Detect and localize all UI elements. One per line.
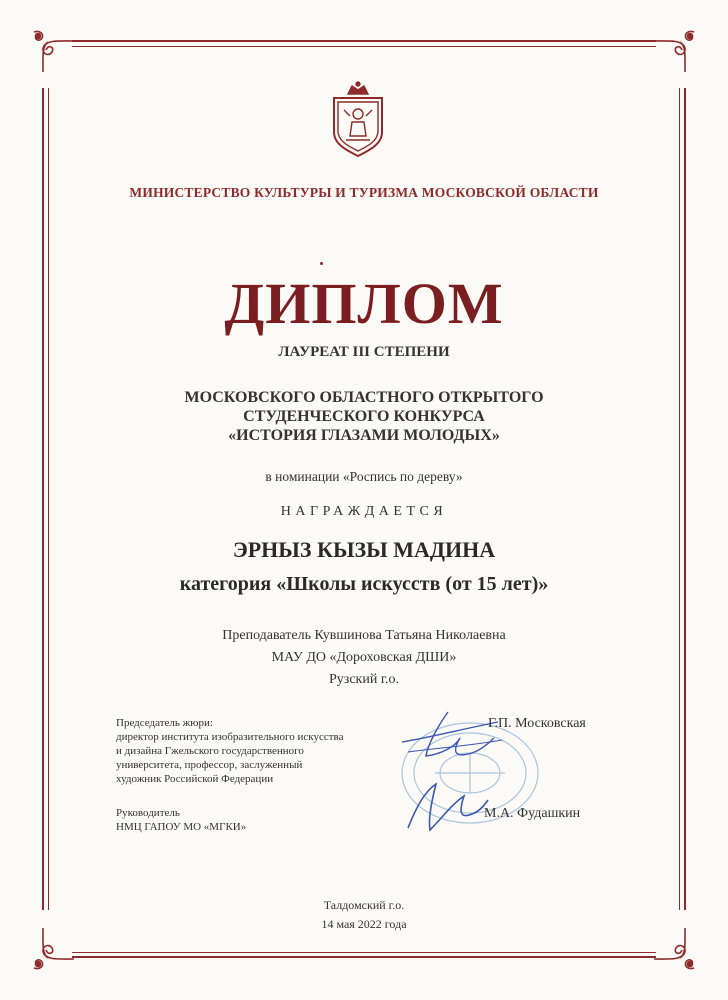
jury-chair-role-line: университета, профессор, заслуженный	[116, 759, 303, 771]
decorative-dot	[320, 262, 323, 265]
frame-right-line	[684, 88, 686, 910]
jury-chair-name: Г.П. Московская	[488, 716, 586, 731]
frame-top-inner-line	[72, 46, 656, 47]
issue-place-date	[0, 896, 728, 934]
frame-right-inner-line	[679, 88, 680, 910]
ministry-name: МИНИСТЕРСТВО КУЛЬТУРЫ И ТУРИЗМА МОСКОВСКОЙ ОБЛАСТИ	[129, 185, 599, 200]
head-role-line: Руководитель	[116, 807, 180, 819]
head-title	[116, 806, 366, 834]
contest-line-2: СТУДЕНЧЕСКОГО КОНКУРСА	[243, 408, 485, 425]
head-name: М.А. Фудашкин	[484, 806, 581, 821]
jury-chair-role-line: и дизайна Гжельского государственного	[116, 745, 304, 757]
recipient-name: ЭРНЫЗ КЫЗЫ МАДИНА	[232, 537, 496, 562]
contest-line-1: МОСКОВСКОГО ОБЛАСТНОГО ОТКРЫТОГО	[184, 389, 544, 406]
moscow-oblast-coat-of-arms-icon	[328, 80, 388, 158]
signature-icon	[402, 778, 492, 838]
issue-date: 14 мая 2022 года	[321, 917, 407, 931]
frame-bottom-line	[72, 956, 656, 958]
school-district: Рузский г.о.	[329, 672, 399, 687]
frame-left-inner-line	[48, 88, 49, 910]
nomination: в номинации «Роспись по дереву»	[265, 469, 463, 484]
frame-top-line	[72, 40, 656, 42]
school-name: МАУ ДО «Дороховская ДШИ»	[271, 650, 457, 665]
frame-bottom-inner-line	[72, 952, 656, 953]
ornament-corner-icon	[28, 26, 76, 74]
frame-left-line	[42, 88, 44, 910]
jury-chair-role-line: директор института изобразительного искусства	[116, 731, 344, 743]
teacher-info	[0, 625, 728, 691]
teacher-name: Преподаватель Кувшинова Татьяна Николаевна	[222, 628, 506, 643]
jury-chair-role-line: художник Российской Федерации	[116, 773, 274, 785]
contest-line-3: «ИСТОРИЯ ГЛАЗАМИ МОЛОДЫХ»	[228, 427, 500, 444]
document-title: ДИПЛОМ	[224, 271, 504, 336]
head-role-line: НМЦ ГАПОУ МО «МГКИ»	[116, 821, 247, 833]
issue-place: Талдомский г.о.	[323, 898, 405, 912]
ornament-corner-icon	[652, 26, 700, 74]
laureate-degree: ЛАУРЕАТ III СТЕПЕНИ	[278, 344, 450, 360]
jury-chair-role-line: Председатель жюри:	[116, 717, 213, 729]
category: категория «Школы искусств (от 15 лет)»	[179, 573, 549, 595]
jury-chair-title	[116, 716, 406, 786]
contest-name	[0, 388, 728, 445]
awarded-label: НАГРАЖДАЕТСЯ	[280, 504, 448, 519]
